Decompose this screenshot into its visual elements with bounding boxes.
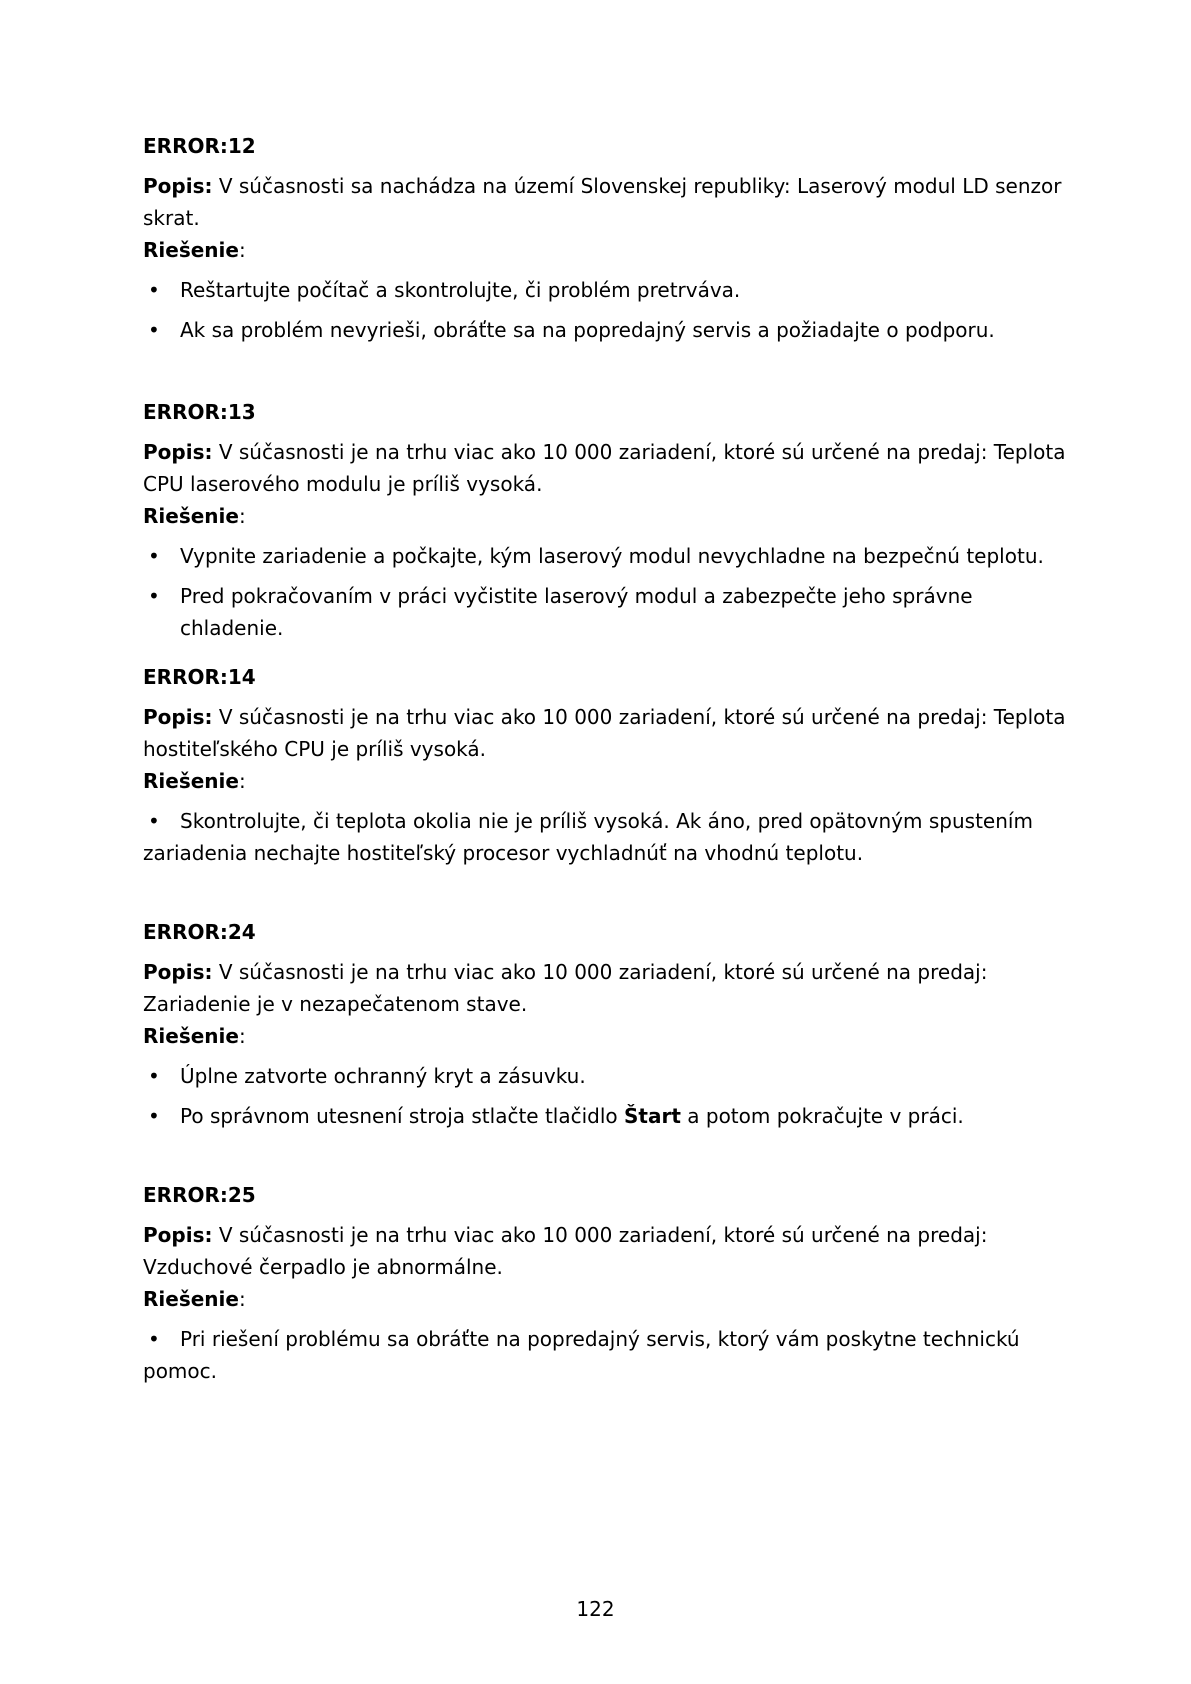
description-label: Popis: <box>143 1223 213 1247</box>
description-text: V súčasnosti sa nachádza na území Slovenskej republiky: Laserový modul LD senzor skrat. <box>143 174 1062 230</box>
solution-label: Riešenie <box>143 238 239 262</box>
solution-heading <box>143 765 1073 797</box>
solution-heading <box>143 1283 1073 1315</box>
start-button-label: Štart <box>624 1104 681 1128</box>
error-section-13 <box>143 396 1073 652</box>
error-title: ERROR:13 <box>143 400 256 424</box>
list-item <box>143 805 1073 869</box>
bullet-icon: • <box>148 278 160 302</box>
list-item-text: Po správnom utesnení stroja stlačte tlačidlo <box>180 1104 625 1128</box>
error-section-12 <box>143 130 1073 354</box>
description-label: Popis: <box>143 705 213 729</box>
description-label: Popis: <box>143 440 213 464</box>
description-text: V súčasnosti je na trhu viac ako 10 000 zariadení, ktoré sú určené na predaj: Teplota CPU laserového modulu je príliš vysoká. <box>143 440 1066 496</box>
solution-colon: : <box>238 769 246 793</box>
error-section-14 <box>143 661 1073 877</box>
description-label: Popis: <box>143 174 213 198</box>
description-label: Popis: <box>143 960 213 984</box>
list-item-text-tail: a potom pokračujte v práci. <box>680 1104 964 1128</box>
list-item-text: Reštartujte počítač a skontrolujte, či problém pretrváva. <box>180 278 741 302</box>
list-item-text: Skontrolujte, či teplota okolia nie je príliš vysoká. Ak áno, pred opätovným spustením zariadenia nechajte hostiteľský procesor vychladnúť na vhodnú teplotu. <box>143 809 1033 865</box>
solution-list <box>143 1323 1073 1387</box>
description-text: V súčasnosti je na trhu viac ako 10 000 zariadení, ktoré sú určené na predaj: Zariadenie je v nezapečatenom stave. <box>143 960 988 1016</box>
error-title: ERROR:24 <box>143 920 256 944</box>
page-number: 122 <box>576 1597 615 1621</box>
solution-label: Riešenie <box>143 1287 239 1311</box>
error-section-24 <box>143 916 1073 1140</box>
error-title: ERROR:25 <box>143 1183 256 1207</box>
list-item-text: Ak sa problém nevyrieši, obráťte sa na popredajný servis a požiadajte o podporu. <box>180 318 995 342</box>
solution-label: Riešenie <box>143 504 239 528</box>
solution-heading <box>143 500 1073 532</box>
error-description <box>143 436 1073 500</box>
list-item-text: Úplne zatvorte ochranný kryt a zásuvku. <box>180 1064 586 1088</box>
solution-list <box>143 805 1073 869</box>
list-item-text: Pred pokračovaním v práci vyčistite laserový modul a zabezpečte jeho správne chladenie. <box>180 584 973 640</box>
error-description <box>143 1219 1073 1283</box>
bullet-icon: • <box>148 544 160 568</box>
bullet-icon: • <box>148 1104 160 1128</box>
solution-list <box>143 274 1073 346</box>
bullet-icon: • <box>148 584 160 608</box>
solution-colon: : <box>238 1287 246 1311</box>
bullet-icon: • <box>148 1327 160 1351</box>
list-item <box>143 540 1073 572</box>
description-text: V súčasnosti je na trhu viac ako 10 000 zariadení, ktoré sú určené na predaj: Vzduchové čerpadlo je abnormálne. <box>143 1223 988 1279</box>
description-text: V súčasnosti je na trhu viac ako 10 000 zariadení, ktoré sú určené na predaj: Teplota hostiteľského CPU je príliš vysoká. <box>143 705 1066 761</box>
solution-label: Riešenie <box>143 769 239 793</box>
error-description <box>143 701 1073 765</box>
list-item-text: Vypnite zariadenie a počkajte, kým laserový modul nevychladne na bezpečnú teplotu. <box>180 544 1044 568</box>
list-item <box>143 1100 1073 1132</box>
bullet-icon: • <box>148 318 160 342</box>
solution-label: Riešenie <box>143 1024 239 1048</box>
solution-colon: : <box>238 504 246 528</box>
bullet-icon: • <box>148 1064 160 1088</box>
solution-colon: : <box>238 238 246 262</box>
list-item <box>143 274 1073 306</box>
solution-heading <box>143 1020 1073 1052</box>
list-item <box>143 580 1073 644</box>
error-description <box>143 170 1073 234</box>
list-item <box>143 1060 1073 1092</box>
list-item <box>143 1323 1073 1387</box>
list-item <box>143 314 1073 346</box>
bullet-icon: • <box>148 809 160 833</box>
list-item-text: Pri riešení problému sa obráťte na popredajný servis, ktorý vám poskytne technickú pomoc. <box>143 1327 1020 1383</box>
error-title: ERROR:12 <box>143 134 256 158</box>
solution-colon: : <box>238 1024 246 1048</box>
solution-list <box>143 540 1073 644</box>
solution-heading <box>143 234 1073 266</box>
error-title: ERROR:14 <box>143 665 256 689</box>
solution-list <box>143 1060 1073 1132</box>
error-description <box>143 956 1073 1020</box>
error-section-25 <box>143 1179 1073 1395</box>
